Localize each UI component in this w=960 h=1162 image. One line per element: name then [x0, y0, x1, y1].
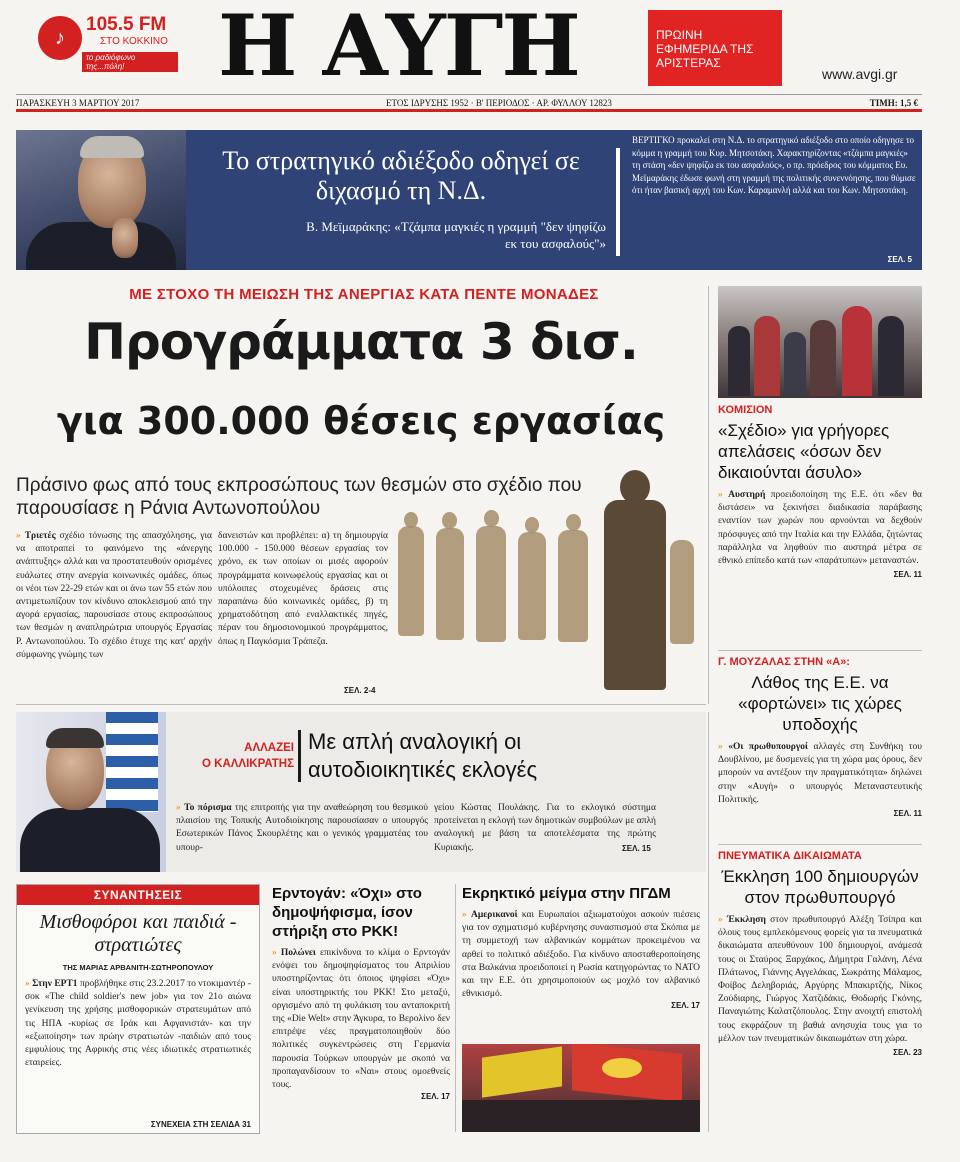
mouzalas-body-text: αλλαγές στη Συνθήκη του Δουβλίνου, με δυσμενείς για τη χώρα μας όρους, δεν μπορούν να αντέξουν την πραγματικότητα» δηλώνει στην «Αυγή» ο υπουργός Μεταναστευτικής Πολιτικής. — [718, 742, 922, 805]
protest-photo — [462, 1044, 700, 1132]
encounters-body-text: προβλήθηκε στις 23.2.2017 το ντοκιμαντέρ - σοκ «The child soldier's new job» για τον 21ο αιώνα γενίκευση της χρήσης μισθοφορικών στρατευμάτων από τις ΗΠΑ -κυρίως σε Ιράκ και Αφγανιστάν- και την «εξωποίηση» των πρώην στρατιωτών -παιδιών από τους εμφυλίους της Αφρικής στις νέες ιδιωτικές στρατιωτικές εταιρείες. — [25, 979, 251, 1069]
issue-date: ΠΑΡΑΣΚΕΥΗ 3 ΜΑΡΤΙΟΥ 2017 — [16, 98, 140, 108]
commission-lead-word: Αυστηρή — [728, 490, 766, 500]
arrow-icon: » — [718, 742, 723, 752]
meimarakis-photo — [16, 130, 186, 270]
kallikratis-page-ref: ΣΕΛ. 15 — [622, 844, 651, 853]
workers-illustration — [392, 460, 702, 696]
rights-body — [718, 914, 922, 1046]
masthead-title: Η ΑΥΓΗ — [218, 0, 579, 95]
fyrom-story[interactable] — [462, 884, 700, 1010]
radio-bulb-icon: ♪ — [38, 16, 82, 60]
kallikratis-col-2-text: γείου Κώστας Πουλάκης. Για το εκλογικό σύστημα προτείνεται η εκλογή των δημοτικών συμβούλων με απλή αναλογική με βάση τα αποτελέσματα της πρώτης Κυριακής. — [434, 803, 656, 853]
encounters-lead-word: Στην ΕΡΤ1 — [32, 979, 78, 989]
banner-quote: Β. Μεϊμαράκης: «Τζάμπα μαγκιές η γραμμή "δεν ψηφίζω εκ του ασφαλούς"» — [306, 219, 606, 251]
fyrom-page-ref: ΣΕΛ. 17 — [671, 1001, 700, 1011]
top-banner-story[interactable] — [16, 130, 922, 270]
arrow-icon: » — [16, 531, 21, 541]
banner-divider — [616, 148, 620, 256]
radio-ad — [38, 12, 178, 71]
lead-lead-word: Τριετές — [24, 531, 56, 541]
lead-subhead: Πράσινο φως από τους εκπροσώπους των θεσμών στο σχέδιο που παρουσίασε η Ράνια Αντωνοπούλου — [16, 475, 582, 519]
price: ΤΙΜΗ: 1,5 € — [869, 98, 918, 108]
issue-info: ΕΤΟΣ ΙΔΡΥΣΗΣ 1952 · Β' ΠΕΡΙΟΔΟΣ · ΑΡ. ΦΥΛΛΟΥ 12823 — [386, 98, 612, 108]
commission-page-ref: ΣΕΛ. 11 — [893, 570, 922, 580]
commission-body-text: προειδοποίηση της Ε.Ε. ότι «δεν θα διστάσει» να ξεκινήσει διαδικασία παράβασης εναντίον των χωρών που αρνούνται να δεχθούν πρόσφυγες από την Ιταλία και την Ελλάδα, ζητώντας παράλληλα να ληφθούν πιο αυστηρά μέτρα σε εθνικό επίπεδο κατά των «παράτυπων» μεταναστών. — [718, 490, 922, 567]
encounters-body — [17, 972, 259, 1070]
erdogan-story[interactable] — [272, 884, 450, 1101]
encounters-continued: ΣΥΝΕΧΕΙΑ ΣΤΗ ΣΕΛΙΔΑ 31 — [150, 1120, 251, 1129]
lead-headline-2[interactable]: για 300.000 θέσεις εργασίας — [56, 399, 666, 443]
erdogan-headline: Ερντογάν: «Όχι» στο δημοψήφισμα, ίσον στήριξη στο ΡΚΚ! — [272, 885, 422, 940]
radio-slogan: το ραδιόφωνο της...πόλη! — [82, 52, 178, 72]
commission-body — [718, 489, 922, 568]
lead-headline-1[interactable]: Προγράμματα 3 δισ. — [84, 313, 638, 371]
commission-kicker: ΚΟΜΙΣΙΟΝ — [718, 404, 773, 416]
kallikratis-kicker-1: ΑΛΛΑΖΕΙ — [244, 742, 294, 754]
mouzalas-story[interactable] — [718, 656, 922, 818]
encounters-byline: ΤΗΣ ΜΑΡΙΑΣ ΑΡΒΑΝΙΤΗ-ΣΩΤΗΡΟΠΟΥΛΟΥ — [62, 963, 214, 972]
rights-lead-word: Έκκληση — [727, 915, 766, 925]
rights-kicker: ΠΝΕΥΜΑΤΙΚΑ ΔΙΚΑΙΩΜΑΤΑ — [718, 850, 862, 862]
radio-frequency: 105.5 FM — [86, 14, 167, 35]
lead-col-2 — [218, 530, 388, 649]
mouzalas-body — [718, 741, 922, 807]
arrow-icon: » — [462, 910, 467, 920]
kallikratis-col-1-text: της επιτροπής για την αναθεώρηση του θεσμικού πλαισίου της Τοπικής Αυτοδιοίκησης παρουσίασαν ο υπουργός Εσωτερικών Πάνος Σκουρλέτης και ο γενικός γραμματέας του υπουρ- — [176, 803, 428, 853]
lead-kicker: ΜΕ ΣΤΟΧΟ ΤΗ ΜΕΙΩΣΗ ΤΗΣ ΑΝΕΡΓΙΑΣ ΚΑΤΑ ΠΕΝΤΕ ΜΟΝΑΔΕΣ — [129, 286, 599, 303]
commission-story[interactable] — [718, 404, 922, 579]
rights-story[interactable] — [718, 850, 922, 1057]
banner-headline: Το στρατηγικό αδιέξοδο οδηγεί σε διχασμό τη Ν.Δ. — [222, 146, 580, 205]
kallikratis-headline: Με απλή αναλογική οι αυτοδιοικητικές εκλογές — [308, 729, 538, 782]
arrow-icon: » — [25, 979, 30, 989]
mouzalas-page-ref: ΣΕΛ. 11 — [893, 809, 922, 819]
rights-body-text: στον πρωθυπουργό Αλέξη Τσίπρα και όλους τους εμπλεκόμενους φορείς για τα πνευματικά δικαιώματα απευθύνουν 100 δημιουργοί, ανάμεσά τους οι Σταύρος Ξαρχάκος, Δήμητρα Γαλάνη, Λένα Πλάτωνος, Γιάννης Αγγελάκας, Σωκράτης Μάλαμος, Φοίβος Δεληβοριάς, Αργύρης Μπακιρτζής, Νίκος Ζούδιαρης, Γιώργος Χατζιδάκις, Θοδωρής Γκόνης, Παναγιώτης Καλατζόπουλος. Στην ανοιχτή επιστολή τους εκφράζουν τη βαθιά ανησυχία τους για το μέλλον των πνευματικών δικαιωμάτων στη χώρα. — [718, 915, 922, 1044]
fyrom-headline: Εκρηκτικό μείγμα στην ΠΓΔΜ — [462, 885, 671, 902]
skourletis-photo — [16, 712, 166, 872]
kallikratis-col-1 — [176, 802, 428, 855]
lead-page-ref: ΣΕΛ. 2-4 — [344, 686, 376, 695]
kallikratis-story[interactable] — [16, 712, 706, 872]
erdogan-body — [272, 947, 450, 1092]
fyrom-lead-word: Αμερικανοί — [471, 910, 518, 920]
lead-col-1 — [16, 530, 212, 662]
lead-col-1-text: σχέδιο τόνωσης της απασχόλησης, για να αποτραπεί το φαινόμενο της «άνεργης ανάπτυξης» αλλά και να προστατευθούν ορισμένες ευάλωτες στην ανεργία κοινωνικές ομάδες, όπως οι νέοι των 22-29 ετών και οι άνω των 55 ετών που αντιμετωπίζουν τον κίνδυνο αποκλεισμού από την αγορά εργασίας, παρουσίασε στους εκπροσώπους των θεσμών η αναπληρώτρια υπουργός Εργασίας Ρ. Αντωνοπούλου. Το σχέδιο έτυχε της κατ' αρχήν σύμφωνης γνώμης των — [16, 531, 213, 660]
arrow-icon: » — [718, 490, 723, 500]
lead-col-2-text: δανειστών και προβλέπει: α) τη δημιουργία 100.000 - 150.000 θέσεων εργασίας τον χρόνο, εκ των οποίων οι μισές αφορούν προγράμματα κοινωφελούς εργασίας και οι υπόλοιπες στοχευμένες δράσεις στις παραπάνω δύο κοινωνικές ομάδες, β) τη χρηματοδότηση από εναλλακτικές πηγές, πέραν του δημοσιονομικού προγράμματος, όπως η Παγκόσμια Τράπεζα. — [218, 531, 388, 647]
website-link[interactable]: www.avgi.gr — [822, 66, 898, 82]
arrow-icon: » — [176, 803, 181, 813]
fyrom-body-text: και Ευρωπαίοι αξιωματούχοι ασκούν πιέσεις για τον σχηματισμό κυβέρνησης συνασπισμού στα Σκόπια με τη συμμετοχή των αλβανικών κομμάτων προκειμένου να αρθεί το πολιτικό αδιέξοδο. Για κίνδυνο αποσταθεροποίησης στα Βαλκάνια προειδοποιεί η Ρωσία κατηγορώντας το ΝΑΤΟ και την Ε.Ε. ότι χρησιμοποιούν ως μοχλό τον αλβανικό εθνικισμό. — [462, 910, 701, 1000]
radio-station: ΣΤΟ ΚΟΚΚΙΝΟ — [100, 36, 168, 47]
mouzalas-kicker: Γ. ΜΟΥΖΑΛΑΣ ΣΤΗΝ «Α»: — [718, 656, 850, 668]
dateline — [16, 94, 922, 112]
fyrom-body — [462, 909, 700, 1001]
encounters-headline: Μισθοφόροι και παιδιά - στρατιώτες — [39, 911, 237, 956]
masthead-tagline: ΠΡΩΙΝΗ ΕΦΗΜΕΡΙΔΑ ΤΗΣ ΑΡΙΣΤΕΡΑΣ — [648, 10, 782, 86]
mouzalas-headline: Λάθος της Ε.Ε. να «φορτώνει» τις χώρες υποδοχής — [738, 673, 902, 734]
rights-page-ref: ΣΕΛ. 23 — [893, 1048, 922, 1058]
migrants-photo — [718, 286, 922, 398]
kallikratis-kicker-2: Ο ΚΑΛΛΙΚΡΑΤΗΣ — [202, 758, 294, 770]
kallikratis-lead-word: Το πόρισμα — [184, 803, 232, 813]
rights-headline: Έκκληση 100 δημιουργών στον πρωθυπουργό — [721, 867, 919, 907]
erdogan-page-ref: ΣΕΛ. 17 — [421, 1092, 450, 1102]
mouzalas-lead-word: «Οι πρωθυπουργοί — [728, 742, 809, 752]
commission-headline: «Σχέδιο» για γρήγορες απελάσεις «όσων δεν δικαιούνται άσυλο» — [718, 421, 890, 482]
erdogan-body-text: επικίνδυνα το κλίμα ο Ερντογάν ενόψει του δημοψηφίσματος του Απριλίου υποστηρίζοντας ότι όποιος ψηφίσει «Όχι» είναι υποστηρικτής του ΡΚΚ! Στο μεταξύ, οργισμένο από τη φυλάκιση του ανταποκριτή της «Die Welt» στην Άγκυρα, το Βερολίνο δεν επιτρέψε νέες πραγματοποιηθούν δύο πολιτικές συγκεντρώσεις στη Γερμανία παρουσία Τούρκων υπουργών με σκοπό να προπαγανδίσουν το «Ναι» στους ομοεθνείς τους. — [272, 948, 451, 1091]
encounters-column[interactable] — [16, 884, 260, 1134]
arrow-icon: » — [718, 915, 723, 925]
banner-page-ref: ΣΕΛ. 5 — [887, 255, 912, 264]
encounters-label: ΣΥΝΑΝΤΗΣΕΙΣ — [17, 885, 259, 905]
banner-body: ΒΕΡΤΙΓΚΟ προκαλεί στη Ν.Δ. το στρατηγικό αδιέξοδο στο οποίο οδηγησε το κόμμα η γραμμή του Κυρ. Μητσοτάκη. Χαρακτηρίζοντας «τζάμπα μαγκιές» τη στάση «δεν ψηφίζω εκ του ασφαλούς», ο πρ. πρόεδρος του κόμματος Ευ. Μεϊμαράκης έδωσε φωνή στη γραμμή της πολιτικής συνεννόησης, που θύμισε ότι ήταν βασική αρχή του Κων. Καραμανλή αλλά και του Κων. Μητσοτάκη. — [632, 135, 916, 195]
arrow-icon: » — [272, 948, 277, 958]
erdogan-lead-word: Πολώνει — [280, 948, 316, 958]
